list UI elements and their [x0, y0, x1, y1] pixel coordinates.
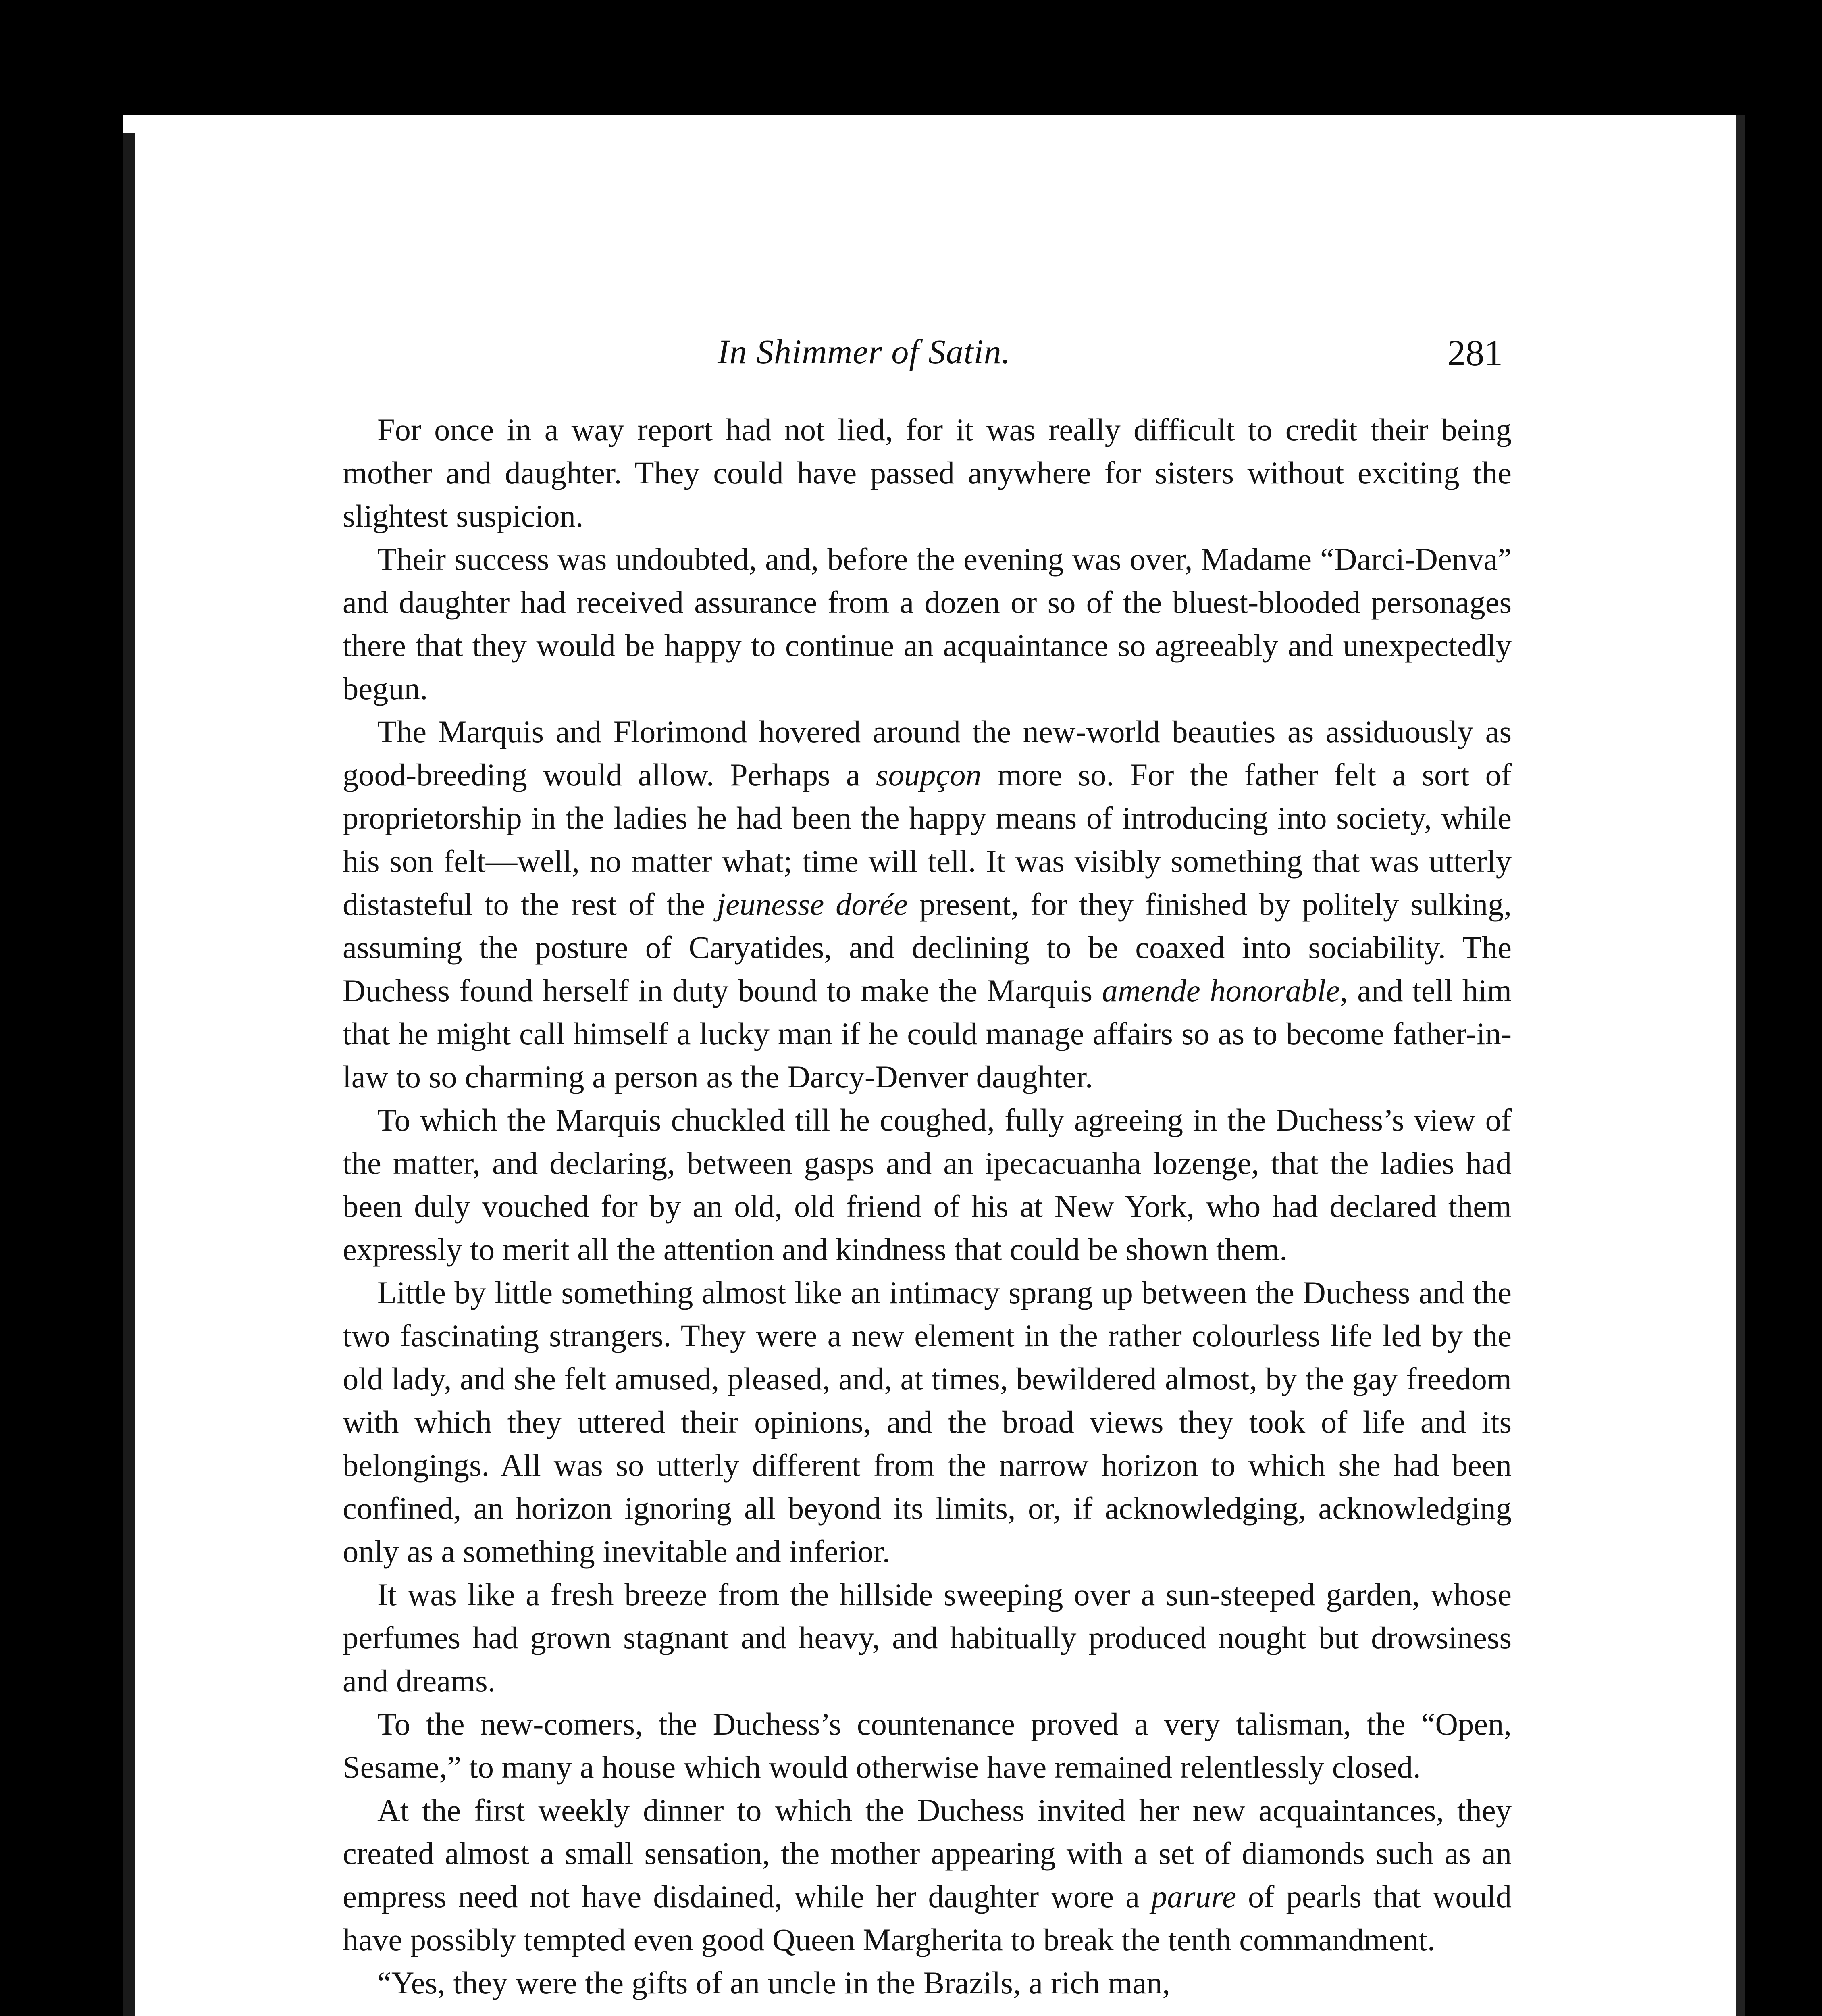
paragraph: Little by little something almost like an intimacy sprang up between the Duchess and the two fascinating strangers. They were a new element in the rather colourless life led by the old lady, and she felt amused, pleased, and, at times, bewildered almost, by the gay freedom with which they uttered their opinions, and the broad views they took of life and its belongings. All was so utterly different from the narrow horizon to which she had been confined, an horizon ignoring all beyond its limits, or, if acknowledging, acknowledging only as a something inevitable and inferior.: [343, 1275, 1512, 1569]
page-number: 281: [1447, 332, 1503, 373]
paragraph: At the first weekly dinner to which the Duchess invited her new acquaintances, they created almost a small sensation, the mother appearing with a set of diamonds such as an empress need not have disdained, while her daughter wore a parure of pearls that would have possibly tempted even good Queen Margherita to break the tenth commandment.: [343, 1793, 1512, 1957]
paragraph: For once in a way report had not lied, for it was really difficult to credit their being mother and daughter. They could have passed anywhere for sisters without exciting the slightest suspicion.: [343, 412, 1512, 533]
paragraph: Their success was undoubted, and, before the evening was over, Madame “Darci-Denva” and daughter had received assurance from a dozen or so of the bluest-blooded personages there that they would be happy to continue an acquaintance so agreeably and unexpectedly begun.: [343, 541, 1512, 706]
paragraph: “Yes, they were the gifts of an uncle in the Brazils, a rich man,: [377, 1965, 1171, 2000]
italic-phrase: jeunesse dorée: [717, 887, 908, 922]
italic-phrase: soupçon: [876, 757, 982, 792]
italic-phrase: parure: [1151, 1879, 1236, 1914]
paragraph: To which the Marquis chuckled till he coughed, fully agreeing in the Duchess’s view of the matter, and declaring, between gasps and an ipecacuanha lozenge, that the ladies had been duly vouched for by an old, old friend of his at New York, who had declared them expressly to merit all the attention and kindness that could be shown them.: [343, 1102, 1512, 1267]
paragraph: To the new-comers, the Duchess’s countenance proved a very talisman, the “Open, Sesame,” to many a house which would otherwise have remained relentlessly closed.: [343, 1706, 1512, 1785]
page-gutter-shadow: [123, 133, 135, 2016]
running-title: In Shimmer of Satin.: [718, 332, 1011, 371]
paragraph: It was like a fresh breeze from the hillside sweeping over a sun-steeped garden, whose perfumes had grown stagnant and heavy, and habitually produced nought but drowsiness and dreams.: [343, 1577, 1512, 1698]
italic-phrase: amende honorable: [1102, 973, 1340, 1008]
paragraph: The Marquis and Florimond hovered around the new-world beauties as assiduously as good-breeding would allow. Perhaps a soupçon more so. For the father felt a sort of proprietorship in the ladies he had been the happy means of introducing into society, while his son felt—well, no matter what; time will tell. It was visibly something that was utterly distasteful to the rest of the jeunesse dorée present, for they finished by politely sulking, assuming the posture of Caryatides, and declining to be coaxed into sociability. The Duchess found herself in duty bound to make the Marquis amende honorable, and tell him that he might call himself a lucky man if he could manage affairs so as to become father-in-law to so charming a person as the Darcy-Denver daughter.: [343, 714, 1512, 1094]
body-text: [343, 408, 1512, 2004]
page-edge-shadow: [1736, 115, 1745, 2016]
